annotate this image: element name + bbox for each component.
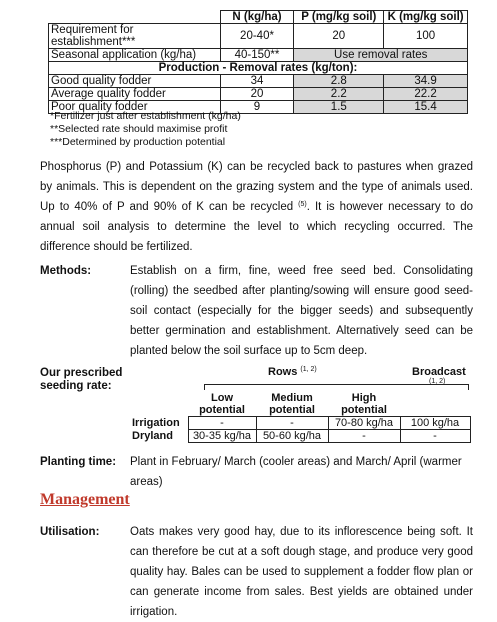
table-row xyxy=(130,417,470,430)
col-header-medium xyxy=(256,392,328,417)
broadcast-header: Broadcast xyxy=(412,366,466,378)
col-header-p: P (mg/kg soil) xyxy=(294,11,384,24)
rows-header-text: Rows xyxy=(268,366,298,378)
cell-k: 34.9 xyxy=(384,75,468,88)
cell-p: 1.5 xyxy=(294,101,384,114)
rule-tick xyxy=(204,384,205,390)
row-label: Average quality fodder xyxy=(49,88,221,101)
nutrient-table xyxy=(48,10,468,114)
cell-n: 9 xyxy=(220,101,294,114)
footnote-1: *Fertilizer just after establishment (kg/ha) xyxy=(50,110,241,122)
cell-n: 20 xyxy=(220,88,294,101)
row-label: Good quality fodder xyxy=(49,75,221,88)
pk-text-part2: . It is however necessary to do annual soil analysis to determine the level to which recycling occurred. The difference should be fertilized. xyxy=(40,201,473,253)
cell-high: - xyxy=(328,430,400,443)
cell-low: - xyxy=(188,417,256,430)
table-row xyxy=(49,75,468,88)
management-heading: Management xyxy=(40,491,130,508)
row-label: Irrigation xyxy=(132,417,180,429)
col-header-line2: potential xyxy=(269,404,315,416)
seeding-rate-label xyxy=(40,367,122,393)
col-header-line1: Low xyxy=(211,392,233,404)
col-header-high xyxy=(328,392,400,417)
row-label: Seasonal application (kg/ha) xyxy=(49,49,221,62)
seeding-label-line2: seeding rate: xyxy=(40,380,112,392)
reference-marker: (5) xyxy=(298,201,307,208)
rows-header-ref: (1, 2) xyxy=(300,366,317,373)
footnote-3: ***Determined by production potential xyxy=(50,136,226,148)
broadcast-header-ref: (1, 2) xyxy=(429,378,446,385)
planting-time-text: Plant in February/ March (cooler areas) and March/ April (warmer areas) xyxy=(130,456,462,488)
cell-pk-merged: Use removal rates xyxy=(294,49,468,62)
header-blank-cell xyxy=(49,11,221,24)
cell-broadcast: 100 kg/ha xyxy=(400,417,470,430)
row-label: Requirement for establishment*** xyxy=(49,24,221,49)
cell-n: 20-40* xyxy=(220,24,294,49)
table-row xyxy=(49,49,468,62)
table-row xyxy=(49,24,468,49)
seeding-rate-table xyxy=(130,392,471,443)
col-header-line1: High xyxy=(351,392,377,404)
rule-tick xyxy=(468,384,469,390)
col-header-low xyxy=(188,392,256,417)
cell-k: 22.2 xyxy=(384,88,468,101)
cell-low: 30-35 kg/ha xyxy=(188,430,256,443)
table-row xyxy=(130,430,470,443)
cell-n: 40-150** xyxy=(220,49,294,62)
row-label: Dryland xyxy=(132,430,173,442)
seeding-header-row xyxy=(130,392,470,417)
rows-header xyxy=(268,366,317,378)
cell-medium: - xyxy=(256,417,328,430)
cell-high: 70-80 kg/ha xyxy=(328,417,400,430)
footnote-2: **Selected rate should maximise profit xyxy=(50,123,228,135)
utilisation-text: Oats makes very good hay, due to its inflorescence being soft. It can therefore be cut at a soft dough stage, and produce very good quality hay. Bales can be used to supplement a fodder flow plan or can generate income from sales. Best yields are obtained under irrigation. xyxy=(130,526,473,618)
nutrient-table-header xyxy=(49,11,468,24)
cell-p: 2.2 xyxy=(294,88,384,101)
cell-n: 34 xyxy=(220,75,294,88)
col-header-k: K (mg/kg soil) xyxy=(384,11,468,24)
header-blank xyxy=(130,392,188,417)
col-header-line1: Medium xyxy=(271,392,313,404)
header-blank xyxy=(400,392,470,417)
row-label: Poor quality fodder xyxy=(49,101,221,114)
col-header-line2: potential xyxy=(199,404,245,416)
cell-medium: 50-60 kg/ha xyxy=(256,430,328,443)
pk-recycling-paragraph xyxy=(40,157,473,257)
header-rule xyxy=(204,384,468,385)
utilisation-label: Utilisation: xyxy=(40,526,100,538)
cell-k: 15.4 xyxy=(384,101,468,114)
pk-text-part1: Phosphorus (P) and Potassium (K) can be recycled back to pastures when grazed by animals. This is dependent on the grazing system and the type of animals used. Up to 40% of P and 90% of K can be recycled xyxy=(40,161,473,213)
cell-k: 100 xyxy=(384,24,468,49)
cell-p: 20 xyxy=(294,24,384,49)
cell-broadcast: - xyxy=(400,430,470,443)
seeding-label-line1: Our prescribed xyxy=(40,367,123,379)
cell-p: 2.8 xyxy=(294,75,384,88)
planting-time-label: Planting time: xyxy=(40,456,117,468)
removal-band-label: Production - Removal rates (kg/ton): xyxy=(49,62,468,75)
methods-label: Methods: xyxy=(40,265,92,277)
table-band-row xyxy=(49,62,468,75)
table-row xyxy=(49,88,468,101)
methods-text: Establish on a firm, fine, weed free seed bed. Consolidating (rolling) the seedbed after planting/sowing will ensure good seed-soil contact (especially for the bigger seeds) and subsequently better germination and establishment. Alternatively seed can be planted below the soil surface up to 5cm deep. xyxy=(130,265,473,357)
col-header-line2: potential xyxy=(341,404,387,416)
col-header-n: N (kg/ha) xyxy=(220,11,294,24)
